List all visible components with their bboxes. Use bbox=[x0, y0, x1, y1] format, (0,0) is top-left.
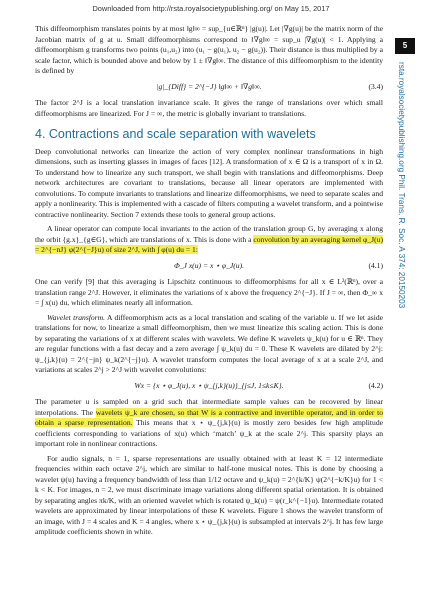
paragraph-wavelet-transform bbox=[35, 313, 383, 376]
section-heading: 4. Contractions and scale separation with wavelets bbox=[35, 127, 316, 141]
equation-4-1-body: Φ_J x(u) = x ⋆ φ_J(u). bbox=[173, 260, 245, 270]
equation-3-4-body: |g|_{Diff} = 2^{−J} ‖g‖∞ + ‖∇g‖∞. bbox=[156, 81, 262, 91]
paragraph-sparsity bbox=[35, 397, 383, 450]
equation-4-2 bbox=[35, 381, 383, 392]
equation-4-2-number: (4.2) bbox=[368, 380, 383, 390]
equation-3-4-number: (3.4) bbox=[368, 81, 383, 91]
page-number-badge: 5 bbox=[395, 38, 415, 54]
highlight-wavelets-contractive: wavelets ψ_k are chosen, so that W is a contractive and invertible operator, and in order to obtain a sparse representation. bbox=[35, 407, 384, 427]
equation-4-1 bbox=[35, 261, 383, 272]
equation-4-1-number: (4.1) bbox=[368, 260, 383, 270]
highlight-averaging-kernel: convolution by an averaging kernel φ_J(u) = 2^{−nJ} φ(2^{−J}u) of size 2^J, with ∫ φ(u) du = 1: bbox=[35, 234, 383, 254]
paragraph-averaging bbox=[35, 224, 383, 256]
sparsity-text-end: This means that x ⋆ ψ_{j,k}(u) is mostly zero besides few high amplitude coefficients corresponding to variations of x(u) which ‘match’ ψ_k at the scale 2^j. This sparsity plays an important role in nonlinear contractions. bbox=[35, 418, 383, 448]
paragraph-translation-scale: The factor 2^J is a local translation invariance scale. It gives the range of translations over which small diffeomorphisms are linearized. For J = ∞, the metric is globally invariant to translations. bbox=[35, 98, 383, 118]
paragraph-audio-images: For audio signals, n = 1, sparse representations are usually obtained with at least K = 12 intermediate frequencies within each octave 2^j, which are similar to half-tone musical notes. This is done by choosing a wavelet ψ(u) having a frequency bandwidth of less than 1/12 octave and ψ_k(u) = 2^{k/K} ψ(2^{−k/K}u) for 1 < k < K. For images, n = 2, we must discriminate image variations along different spatial orientation. It is obtained by separating angles πk/K, with an oriented wavelet which is rotated ψ_k(u) = ψ(r_k^{−1}u). Intermediate rotated wavelets are approximated by linear interpolations of these K wavelets. Figure 1 shows the wavelet transform of an image, with J = 4 scales and K = 4 angles, where x ⋆ ψ_{j,k}(u) is subsampled at intervals 2^j. It has few large amplitude coefficients shown in white. bbox=[35, 453, 383, 536]
paragraph-deep-networks: Deep convolutional networks can linearize the action of very complex nonlinear transformations in high dimensions, such as inserting glasses in images of faces [12]. A transformation of x ∈ Ω is a transport of x in Ω. To understand how to linearize any such transport, we shall begin with translations and diffeomorphisms. Deep network architectures are covariant to translations, because all linear operators are implemented with convolutions. To compute invariants to translations and linearize diffeomorphisms, we need to separate scales and apply a nonlinearity. This is implemented with a cascade of filters computing a wavelet transform, and a pointwise contractive nonlinearity. Section 7 extends these tools to general group actions. bbox=[35, 146, 383, 219]
wavelet-transform-runin: Wavelet transform. bbox=[47, 312, 106, 322]
page-body bbox=[35, 24, 383, 542]
equation-3-4 bbox=[35, 82, 383, 93]
paragraph-lipschitz: One can verify [9] that this averaging is Lipschitz continuous to diffeomorphisms for all x ∈ L²(ℝⁿ), over a translation range 2^J. However, it eliminates the variations of x above the frequency 2^{−J}. If J = ∞, then Φ_∞ x = ∫ x(u) du, which eliminates nearly all information. bbox=[35, 277, 383, 307]
equation-4-2-body: Wx = {x ⋆ φ_J(u), x ⋆ ψ_{j,k}(u)}_{j≤J, 1≤k≤K}. bbox=[134, 380, 284, 390]
averaging-text: A linear operator can compute local invariants to the action of the translation group G, by averaging x along the orbit {g.x}_{g∈G}, which are translations of x. This is done with a bbox=[35, 224, 383, 244]
journal-reference[interactable]: rsta.royalsocietypublishing.org Phil. Trans. R. Soc. A 374: 20150203 bbox=[397, 62, 406, 309]
download-note: Downloaded from http://rsta.royalsocietypublishing.org/ on May 15, 2017 bbox=[92, 4, 330, 13]
sparsity-text-start: The parameter u is sampled on a grid such that intermediate sample values can be recovered by linear interpolations. The bbox=[35, 397, 383, 417]
journal-sidebar bbox=[395, 62, 413, 362]
paragraph-diffeomorphism-distance: This diffeomorphism translates points by at most ‖g‖∞ = sup_{u∈ℝⁿ} |g(u)|. Let |∇g(u)| be the matrix norm of the Jacobian matrix of g at u. Small diffeomorphisms correspond to ‖∇g‖∞ = sup_u |∇g(u)| < 1. Applying a diffeomorphism g transforms two points (u₁,u₂) into (u₁ − g(u₁), u₂ − g(u₂)). Their distance is thus multiplied by a scale factor, which is bounded above and below by 1 ± ‖∇g‖∞. The distance of this diffeomorphism to the identity is defined by bbox=[35, 24, 383, 75]
wavelet-transform-text: A diffeomorphism acts as a local translation and scaling of the variable u. If we let aside translations for now, to linearize a small diffeomorphism, then we must linearize this scaling action. This is done by separating the variations of x at different scales with wavelets. We define K wavelets ψ_k(u) for u ∈ ℝⁿ. They are regular functions with a fast decay and a zero average ∫ ψ_k(u) du = 0. These K wavelets are dilated by 2^j: ψ_{j,k}(u) = 2^{−jn} ψ_k(2^{−j}u). A wavelet transform computes the local average of x at a scale 2^J, and variations at scales 2^j > 2^J with wavelet convolutions: bbox=[35, 312, 384, 374]
